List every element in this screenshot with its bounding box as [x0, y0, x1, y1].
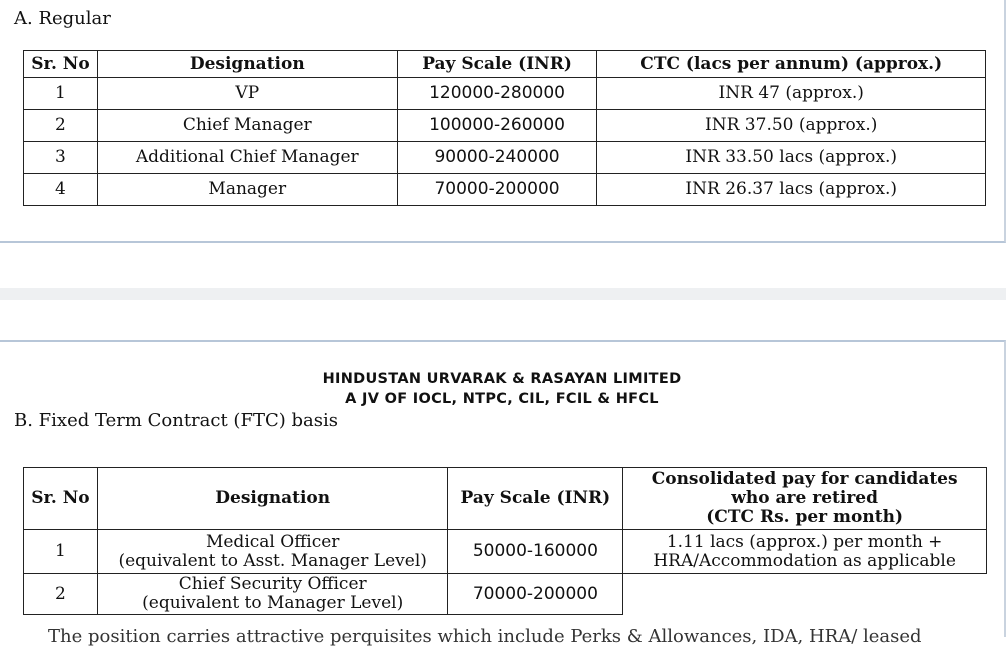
designation-line-1: Medical Officer	[205, 531, 340, 552]
company-jv-line: A JV OF IOCL, NTPC, CIL, FCIL & HFCL	[345, 391, 659, 407]
document-page-1	[0, 0, 1006, 243]
sr-no-cell: 1	[24, 530, 98, 574]
pay-scale-cell: 70000-200000	[448, 574, 623, 615]
table-row	[24, 78, 986, 110]
table-row	[24, 110, 986, 142]
table-row	[24, 142, 986, 174]
page-separator	[0, 288, 1006, 300]
header-consolidated-line-3: (CTC Rs. per month)	[706, 507, 903, 527]
document-page-2	[0, 340, 1006, 637]
designation-line-1: Chief Security Officer	[178, 574, 367, 594]
sr-no-cell: 2	[24, 574, 98, 615]
header-pay-scale: Pay Scale (INR)	[397, 51, 597, 78]
sr-no-cell: 2	[24, 110, 98, 142]
ctc-cell: INR 33.50 lacs (approx.)	[597, 142, 986, 174]
company-name: HINDUSTAN URVARAK & RASAYAN LIMITED	[322, 371, 682, 387]
pay-scale-cell: 70000-200000	[397, 174, 597, 206]
designation-cell	[97, 574, 448, 615]
pay-scale-cell: 120000-280000	[397, 78, 597, 110]
pay-scale-cell: 50000-160000	[448, 530, 623, 574]
designation-cell: Chief Manager	[97, 110, 397, 142]
sr-no-cell: 4	[24, 174, 98, 206]
header-consolidated-pay	[623, 468, 987, 530]
designation-cell: Manager	[97, 174, 397, 206]
designation-line-2: (equivalent to Manager Level)	[142, 593, 404, 613]
table-header-row	[24, 468, 987, 530]
header-designation: Designation	[97, 468, 448, 530]
pay-scale-cell: 100000-260000	[397, 110, 597, 142]
header-designation: Designation	[97, 51, 397, 78]
header-ctc: CTC (lacs per annum) (approx.)	[597, 51, 986, 78]
sr-no-cell: 3	[24, 142, 98, 174]
sr-no-cell: 1	[24, 78, 98, 110]
header-pay-scale: Pay Scale (INR)	[448, 468, 623, 530]
table-header-row	[24, 51, 986, 78]
consolidated-line-1: 1.11 lacs (approx.) per month +	[666, 531, 943, 552]
empty-cell	[623, 574, 987, 615]
ctc-cell: INR 37.50 (approx.)	[597, 110, 986, 142]
section-a-title: A. Regular	[14, 8, 111, 29]
designation-line-2: (equivalent to Asst. Manager Level)	[118, 550, 427, 571]
table-row	[24, 174, 986, 206]
section-b-title: B. Fixed Term Contract (FTC) basis	[14, 410, 338, 431]
ctc-cell: INR 47 (approx.)	[597, 78, 986, 110]
pay-scale-cell: 90000-240000	[397, 142, 597, 174]
consolidated-line-2: HRA/Accommodation as applicable	[653, 550, 956, 571]
designation-cell: Additional Chief Manager	[97, 142, 397, 174]
table-row	[24, 574, 987, 615]
table-row	[24, 530, 987, 574]
ctc-cell: INR 26.37 lacs (approx.)	[597, 174, 986, 206]
regular-posts-table	[23, 50, 986, 206]
cut-off-paragraph: The position carries attractive perquisites which include Perks & Allowances, IDA, HRA/ leased	[48, 626, 922, 647]
header-sr-no: Sr. No	[24, 468, 98, 530]
designation-cell: VP	[97, 78, 397, 110]
designation-cell	[97, 530, 448, 574]
header-consolidated-line-2: who are retired	[731, 488, 878, 508]
header-consolidated-line-1: Consolidated pay for candidates	[651, 469, 958, 489]
ftc-posts-table	[23, 467, 987, 615]
consolidated-pay-cell	[623, 530, 987, 574]
header-sr-no: Sr. No	[24, 51, 98, 78]
